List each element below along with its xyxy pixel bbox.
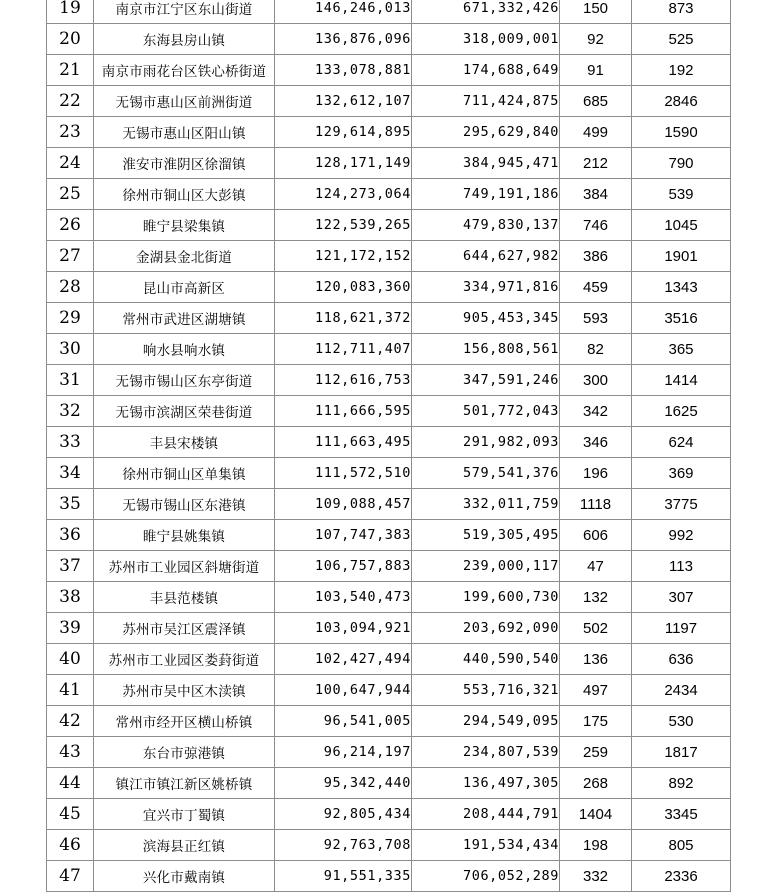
value-4-cell: 1625 <box>632 396 731 427</box>
value-4-cell: 369 <box>632 458 731 489</box>
value-2-cell: 199,600,730 <box>412 582 560 613</box>
value-1-cell: 92,763,708 <box>275 830 412 861</box>
value-1-cell: 103,094,921 <box>275 613 412 644</box>
value-3-cell: 132 <box>560 582 632 613</box>
location-name-cell: 宜兴市丁蜀镇 <box>94 799 275 830</box>
value-1-cell: 129,614,895 <box>275 117 412 148</box>
location-name-cell: 徐州市铜山区单集镇 <box>94 458 275 489</box>
rank-cell: 25 <box>47 179 94 210</box>
location-name-cell: 镇江市镇江新区姚桥镇 <box>94 768 275 799</box>
rank-cell: 27 <box>47 241 94 272</box>
table-row <box>47 86 731 117</box>
value-3-cell: 346 <box>560 427 632 458</box>
value-2-cell: 191,534,434 <box>412 830 560 861</box>
value-2-cell: 208,444,791 <box>412 799 560 830</box>
location-name-cell: 淮安市淮阴区徐溜镇 <box>94 148 275 179</box>
table-row <box>47 520 731 551</box>
value-1-cell: 92,805,434 <box>275 799 412 830</box>
location-name-cell: 睢宁县姚集镇 <box>94 520 275 551</box>
value-2-cell: 519,305,495 <box>412 520 560 551</box>
rank-cell: 44 <box>47 768 94 799</box>
table-row <box>47 675 731 706</box>
value-1-cell: 111,572,510 <box>275 458 412 489</box>
value-2-cell: 706,052,289 <box>412 861 560 892</box>
table-row <box>47 303 731 334</box>
value-4-cell: 1590 <box>632 117 731 148</box>
rank-cell: 42 <box>47 706 94 737</box>
table-row <box>47 210 731 241</box>
value-2-cell: 749,191,186 <box>412 179 560 210</box>
value-4-cell: 624 <box>632 427 731 458</box>
location-name-cell: 丰县范楼镇 <box>94 582 275 613</box>
value-3-cell: 82 <box>560 334 632 365</box>
value-2-cell: 479,830,137 <box>412 210 560 241</box>
value-1-cell: 132,612,107 <box>275 86 412 117</box>
table-row <box>47 737 731 768</box>
rank-cell: 32 <box>47 396 94 427</box>
location-name-cell: 东台市弶港镇 <box>94 737 275 768</box>
value-2-cell: 553,716,321 <box>412 675 560 706</box>
table-row <box>47 706 731 737</box>
value-1-cell: 122,539,265 <box>275 210 412 241</box>
value-2-cell: 291,982,093 <box>412 427 560 458</box>
value-3-cell: 746 <box>560 210 632 241</box>
value-4-cell: 2434 <box>632 675 731 706</box>
value-3-cell: 342 <box>560 396 632 427</box>
rank-cell: 21 <box>47 55 94 86</box>
ranking-table <box>46 0 731 892</box>
table-row <box>47 55 731 86</box>
rank-cell: 22 <box>47 86 94 117</box>
location-name-cell: 南京市江宁区东山街道 <box>94 0 275 24</box>
value-3-cell: 332 <box>560 861 632 892</box>
value-1-cell: 111,663,495 <box>275 427 412 458</box>
value-4-cell: 539 <box>632 179 731 210</box>
value-2-cell: 347,591,246 <box>412 365 560 396</box>
value-3-cell: 47 <box>560 551 632 582</box>
value-1-cell: 103,540,473 <box>275 582 412 613</box>
table-row <box>47 427 731 458</box>
value-1-cell: 91,551,335 <box>275 861 412 892</box>
location-name-cell: 睢宁县梁集镇 <box>94 210 275 241</box>
value-3-cell: 175 <box>560 706 632 737</box>
location-name-cell: 常州市经开区横山桥镇 <box>94 706 275 737</box>
value-4-cell: 1197 <box>632 613 731 644</box>
value-1-cell: 120,083,360 <box>275 272 412 303</box>
rank-cell: 39 <box>47 613 94 644</box>
table-row <box>47 799 731 830</box>
value-3-cell: 150 <box>560 0 632 24</box>
value-3-cell: 91 <box>560 55 632 86</box>
table-row <box>47 117 731 148</box>
value-2-cell: 644,627,982 <box>412 241 560 272</box>
location-name-cell: 无锡市惠山区前洲街道 <box>94 86 275 117</box>
table-row <box>47 179 731 210</box>
value-4-cell: 3775 <box>632 489 731 520</box>
location-name-cell: 无锡市滨湖区荣巷街道 <box>94 396 275 427</box>
value-2-cell: 239,000,117 <box>412 551 560 582</box>
value-1-cell: 107,747,383 <box>275 520 412 551</box>
value-1-cell: 111,666,595 <box>275 396 412 427</box>
table-row <box>47 861 731 892</box>
location-name-cell: 苏州市吴江区震泽镇 <box>94 613 275 644</box>
value-4-cell: 530 <box>632 706 731 737</box>
location-name-cell: 无锡市锡山区东亭街道 <box>94 365 275 396</box>
value-4-cell: 992 <box>632 520 731 551</box>
value-2-cell: 384,945,471 <box>412 148 560 179</box>
value-1-cell: 96,214,197 <box>275 737 412 768</box>
value-2-cell: 318,009,001 <box>412 24 560 55</box>
value-2-cell: 174,688,649 <box>412 55 560 86</box>
rank-cell: 31 <box>47 365 94 396</box>
value-4-cell: 365 <box>632 334 731 365</box>
value-3-cell: 259 <box>560 737 632 768</box>
location-name-cell: 昆山市高新区 <box>94 272 275 303</box>
value-3-cell: 502 <box>560 613 632 644</box>
rank-cell: 38 <box>47 582 94 613</box>
value-1-cell: 121,172,152 <box>275 241 412 272</box>
table-row <box>47 489 731 520</box>
value-4-cell: 873 <box>632 0 731 24</box>
table-row <box>47 830 731 861</box>
location-name-cell: 苏州市吴中区木渎镇 <box>94 675 275 706</box>
table-row <box>47 365 731 396</box>
value-4-cell: 1901 <box>632 241 731 272</box>
rank-cell: 34 <box>47 458 94 489</box>
location-name-cell: 滨海县正红镇 <box>94 830 275 861</box>
value-3-cell: 593 <box>560 303 632 334</box>
value-3-cell: 1404 <box>560 799 632 830</box>
value-1-cell: 118,621,372 <box>275 303 412 334</box>
rank-cell: 24 <box>47 148 94 179</box>
location-name-cell: 苏州市工业园区娄葑街道 <box>94 644 275 675</box>
value-3-cell: 499 <box>560 117 632 148</box>
value-2-cell: 579,541,376 <box>412 458 560 489</box>
table-row <box>47 241 731 272</box>
rank-cell: 20 <box>47 24 94 55</box>
rank-cell: 23 <box>47 117 94 148</box>
rank-cell: 26 <box>47 210 94 241</box>
table-row <box>47 613 731 644</box>
value-1-cell: 112,616,753 <box>275 365 412 396</box>
location-name-cell: 无锡市锡山区东港镇 <box>94 489 275 520</box>
value-1-cell: 133,078,881 <box>275 55 412 86</box>
value-1-cell: 109,088,457 <box>275 489 412 520</box>
location-name-cell: 东海县房山镇 <box>94 24 275 55</box>
value-3-cell: 386 <box>560 241 632 272</box>
value-1-cell: 136,876,096 <box>275 24 412 55</box>
value-4-cell: 2846 <box>632 86 731 117</box>
table-row <box>47 148 731 179</box>
value-4-cell: 3516 <box>632 303 731 334</box>
rank-cell: 29 <box>47 303 94 334</box>
value-4-cell: 2336 <box>632 861 731 892</box>
rank-cell: 37 <box>47 551 94 582</box>
value-1-cell: 96,541,005 <box>275 706 412 737</box>
table-row <box>47 582 731 613</box>
rank-cell: 28 <box>47 272 94 303</box>
value-3-cell: 685 <box>560 86 632 117</box>
value-4-cell: 805 <box>632 830 731 861</box>
table-row <box>47 768 731 799</box>
value-1-cell: 106,757,883 <box>275 551 412 582</box>
rank-cell: 45 <box>47 799 94 830</box>
value-4-cell: 192 <box>632 55 731 86</box>
value-4-cell: 1045 <box>632 210 731 241</box>
value-2-cell: 156,808,561 <box>412 334 560 365</box>
table-row <box>47 24 731 55</box>
rank-cell: 46 <box>47 830 94 861</box>
value-4-cell: 307 <box>632 582 731 613</box>
location-name-cell: 金湖县金北街道 <box>94 241 275 272</box>
rank-cell: 35 <box>47 489 94 520</box>
value-3-cell: 92 <box>560 24 632 55</box>
value-2-cell: 905,453,345 <box>412 303 560 334</box>
value-3-cell: 1118 <box>560 489 632 520</box>
rank-cell: 19 <box>47 0 94 24</box>
value-2-cell: 440,590,540 <box>412 644 560 675</box>
table-body <box>47 0 731 892</box>
value-4-cell: 1414 <box>632 365 731 396</box>
table-row <box>47 0 731 24</box>
location-name-cell: 苏州市工业园区斜塘街道 <box>94 551 275 582</box>
rank-cell: 41 <box>47 675 94 706</box>
value-4-cell: 3345 <box>632 799 731 830</box>
value-2-cell: 501,772,043 <box>412 396 560 427</box>
rank-cell: 47 <box>47 861 94 892</box>
value-2-cell: 203,692,090 <box>412 613 560 644</box>
value-3-cell: 198 <box>560 830 632 861</box>
value-3-cell: 212 <box>560 148 632 179</box>
value-1-cell: 124,273,064 <box>275 179 412 210</box>
value-4-cell: 892 <box>632 768 731 799</box>
location-name-cell: 南京市雨花台区铁心桥街道 <box>94 55 275 86</box>
value-1-cell: 102,427,494 <box>275 644 412 675</box>
value-1-cell: 112,711,407 <box>275 334 412 365</box>
location-name-cell: 丰县宋楼镇 <box>94 427 275 458</box>
value-1-cell: 146,246,013 <box>275 0 412 24</box>
value-3-cell: 300 <box>560 365 632 396</box>
value-3-cell: 497 <box>560 675 632 706</box>
value-4-cell: 636 <box>632 644 731 675</box>
value-2-cell: 711,424,875 <box>412 86 560 117</box>
value-4-cell: 525 <box>632 24 731 55</box>
value-4-cell: 1817 <box>632 737 731 768</box>
value-1-cell: 95,342,440 <box>275 768 412 799</box>
value-3-cell: 268 <box>560 768 632 799</box>
value-3-cell: 459 <box>560 272 632 303</box>
rank-cell: 33 <box>47 427 94 458</box>
location-name-cell: 徐州市铜山区大彭镇 <box>94 179 275 210</box>
location-name-cell: 兴化市戴南镇 <box>94 861 275 892</box>
value-4-cell: 1343 <box>632 272 731 303</box>
table-row <box>47 458 731 489</box>
table-row <box>47 551 731 582</box>
table-row <box>47 334 731 365</box>
value-4-cell: 113 <box>632 551 731 582</box>
value-3-cell: 136 <box>560 644 632 675</box>
value-2-cell: 332,011,759 <box>412 489 560 520</box>
rank-cell: 43 <box>47 737 94 768</box>
value-3-cell: 606 <box>560 520 632 551</box>
value-3-cell: 196 <box>560 458 632 489</box>
rank-cell: 40 <box>47 644 94 675</box>
value-2-cell: 671,332,426 <box>412 0 560 24</box>
table-row <box>47 396 731 427</box>
value-2-cell: 294,549,095 <box>412 706 560 737</box>
table-row <box>47 644 731 675</box>
table-row <box>47 272 731 303</box>
value-3-cell: 384 <box>560 179 632 210</box>
value-2-cell: 334,971,816 <box>412 272 560 303</box>
value-1-cell: 100,647,944 <box>275 675 412 706</box>
value-2-cell: 295,629,840 <box>412 117 560 148</box>
value-4-cell: 790 <box>632 148 731 179</box>
location-name-cell: 常州市武进区湖塘镇 <box>94 303 275 334</box>
rank-cell: 36 <box>47 520 94 551</box>
rank-cell: 30 <box>47 334 94 365</box>
value-2-cell: 234,807,539 <box>412 737 560 768</box>
location-name-cell: 无锡市惠山区阳山镇 <box>94 117 275 148</box>
location-name-cell: 响水县响水镇 <box>94 334 275 365</box>
value-1-cell: 128,171,149 <box>275 148 412 179</box>
value-2-cell: 136,497,305 <box>412 768 560 799</box>
